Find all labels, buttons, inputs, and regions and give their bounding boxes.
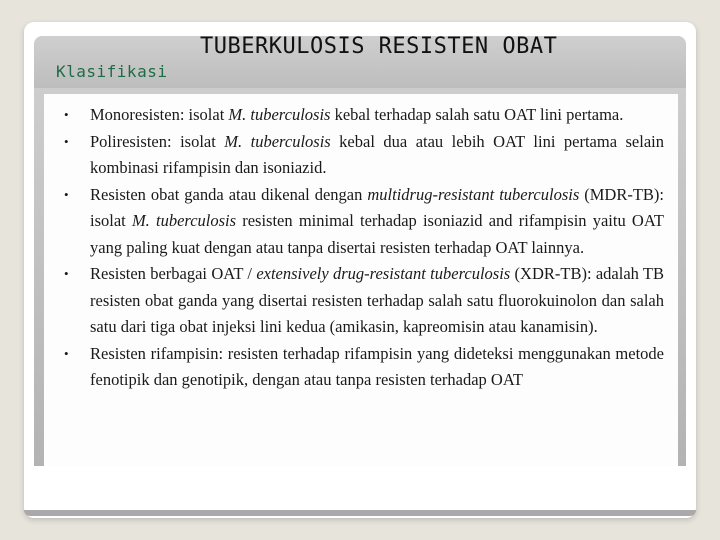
item-text: kebal dua atau lebih OAT lini pertama selain kombinasi rifampisin dan isoniazid. bbox=[90, 131, 664, 177]
italic-term: multidrug-resistant tuberculosis bbox=[367, 184, 580, 204]
italic-term: M. tuberculosis bbox=[228, 105, 331, 124]
list-item bbox=[64, 261, 664, 341]
list-item bbox=[64, 129, 664, 182]
content-panel bbox=[34, 88, 686, 466]
item-text: Resisten rifampisin: resisten terhadap rifampisin yang dideteksi menggunakan metode fenotipik dan genotipik, dengan atau tanpa resisten terhadap OAT bbox=[90, 343, 664, 389]
classification-list bbox=[44, 94, 678, 394]
bullet-icon: • bbox=[64, 107, 69, 122]
item-text: resisten minimal terhadap isoniazid and rifampisin yaitu OAT yang paling kuat dengan atau tanpa disertai resisten terhadap OAT lainnya. bbox=[90, 211, 664, 257]
italic-term: extensively drug-resistant tuberculosis bbox=[256, 264, 511, 283]
list-item bbox=[64, 182, 664, 262]
bullet-icon: • bbox=[64, 133, 69, 149]
item-text: Poliresisten: isolat bbox=[90, 131, 225, 151]
item-text: Resisten obat ganda atau dikenal dengan bbox=[90, 184, 368, 204]
bullet-icon: • bbox=[64, 186, 69, 202]
item-text: Resisten berbagai OAT / bbox=[90, 264, 257, 283]
slide-title: TUBERKULOSIS RESISTEN OBAT bbox=[200, 34, 558, 59]
italic-term: M. tuberculosis bbox=[131, 211, 237, 230]
bullet-icon: • bbox=[64, 345, 69, 361]
list-item bbox=[64, 341, 664, 394]
bottom-bar bbox=[24, 510, 696, 516]
section-label: Klasifikasi bbox=[56, 62, 168, 81]
item-text: Monoresisten: isolat bbox=[90, 105, 229, 124]
item-text: kebal terhadap salah satu OAT lini pertama. bbox=[330, 105, 624, 124]
item-text: (MDR-TB): isolat bbox=[90, 184, 664, 230]
italic-term: M. tuberculosis bbox=[224, 131, 331, 151]
bullet-icon: • bbox=[64, 266, 69, 281]
text-box bbox=[44, 94, 678, 466]
list-item bbox=[64, 102, 664, 129]
item-text: (XDR-TB): adalah TB resisten obat ganda yang disertai resisten terhadap salah satu fluorokuinolon dan salah satu dari tiga obat injeksi lini kedua (amikasin, kapreomisin atau kanamisin). bbox=[90, 264, 664, 336]
